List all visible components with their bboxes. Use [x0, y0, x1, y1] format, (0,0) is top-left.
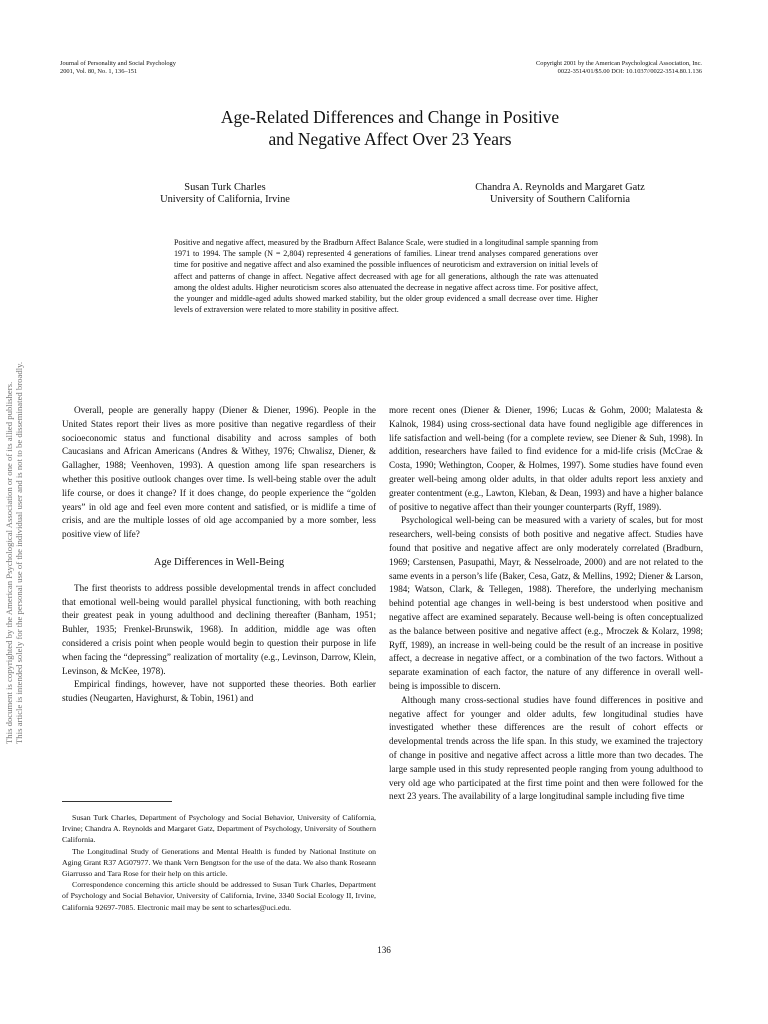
body-paragraph: Overall, people are generally happy (Diener & Diener, 1996). People in the United States report their lives as more positive than negative regardless of their socioeconomic status and functional disability and across samples of both Caucasians and African Americans (Andres & Withey, 1976; Chwalisz, Diener, & Gallagher, 1988; Veenhoven, 1993). A question among life span researchers is whether this positive outlook changes over time. Is well-being stable over the adult life course, or does it change? If it does change, do people experience the “golden years” in old age and feel even more content and satisfied, or is midlife a time of crisis, and are the multiple losses of old age accompanied by a more somber, less positive view of life? [62, 405, 376, 540]
body-paragraph: Although many cross-sectional studies have found differences in positive and negative affect for younger and older adults, few longitudinal studies have investigated whether these differences are the result of cohort effects or developmental trends across the life span. In this study, we examined the trajectory of change in positive and negative affect across a little more than two decades. The large sample used in this study represented people ranging from young adulthood to very old age who participated at the first time point and then were followed for the next 23 years. The availability of a large longitudinal sample including five time [389, 694, 703, 802]
copyright-notice [362, 60, 702, 76]
journal-citation [60, 60, 310, 76]
page-number: 136 [377, 945, 391, 955]
author-affiliation: University of California, Irvine [160, 194, 290, 205]
footnote-correspondence: Correspondence concerning this article should be addressed to Susan Turk Charles, Department of Psychology and Social Behavior, University of California, Irvine, 3340 Social Ecology II, Irvine, California 92697-7085. Electronic mail may be sent to scharles@uci.edu. [62, 880, 376, 912]
sidebar-line-1: This document is copyrighted by the American Psychological Association or one of its allied publishers. [4, 381, 14, 744]
journal-name: Journal of Personality and Social Psychology [60, 60, 176, 67]
author-name: Susan Turk Charles [184, 182, 266, 193]
section-heading: Age Differences in Well-Being [153, 556, 285, 568]
body-paragraph: Psychological well-being can be measured with a variety of scales, but for most researchers, well-being consists of both positive and negative affect. Studies have found that positive and negative affect are only moderately correlated (Bradburn, 1969; Carstensen, Pasupathi, Mayr, & Nesselroade, 2000) and are not related to the same events in a person’s life (Baker, Cesa, Gatz, & Mellins, 1992; Diener & Larson, 1984; Watson, Clark, & Tellegen, 1988). Therefore, the underlying mechanism behind potential age changes in well-being is best understood when positive and negative affect are examined separately. Because well-being is often conceptualized as the balance between positive and negative affect (e.g., Mroczek & Kolarz, 1998; Ryff, 1989), an increase in well-being could be the result of an increase in positive affect, a decrease in negative affect, or a combination of the two factors. Without a separate examination of each factor, the nature of any difference in overall well-being is impossible to discern. [389, 515, 703, 691]
journal-volume: 2001, Vol. 80, No. 1, 136–151 [60, 68, 138, 75]
article-title [80, 106, 700, 150]
footnote-funding: The Longitudinal Study of Generations and Mental Health is funded by National Institute on Aging Grant R37 AG07977. We thank Vern Bengtson for the use of the data. We also thank Roseann Giarrusso and Tara Rose for their help on this article. [62, 846, 376, 879]
author-name: Chandra A. Reynolds and Margaret Gatz [475, 182, 645, 193]
body-paragraph: more recent ones (Diener & Diener, 1996; Lucas & Gohm, 2000; Malatesta & Kalnok, 1984) using cross-sectional data have found negligible age differences in life satisfaction and well-being (for a complete review, see Diener & Suh, 1998). In addition, researchers have failed to find evidence for a mid-life crisis (McCrae & Costa, 1990; Wethington, Cooper, & Holmes, 1997). Some studies have found even greater well-being among older adults, in that older adults report less anxiety and greater contentment (e.g., Lawton, Kleban, & Dean, 1993) and have a higher balance of positive to negative affect than their younger counterparts (Ryff, 1989). [389, 405, 703, 512]
footnote-affiliations: Susan Turk Charles, Department of Psychology and Social Behavior, University of California, Irvine; Chandra A. Reynolds and Margaret Gatz, Department of Psychology, University of Southern California. [62, 813, 376, 845]
body-paragraph: The first theorists to address possible developmental trends in affect concluded that emotional well-being would parallel physical functioning, with both reaching their greatest peak in young adulthood and declining thereafter (Banham, 1951; Buhler, 1935; Frenkel-Brunswik, 1968). In addition, middle age was often considered a crisis point when people would begin to question their purpose in life when facing the “depressing” realization of mortality (e.g., Levinson, Darrow, Klein, Levinson, & McKee, 1978). [62, 582, 376, 676]
title-line-1: Age-Related Differences and Change in Positive [220, 107, 560, 127]
footnote-rule [62, 801, 172, 802]
author-block-2 [425, 182, 695, 206]
footnotes [62, 812, 376, 913]
left-column [62, 404, 376, 706]
author-block-1 [120, 182, 330, 206]
title-line-2: and Negative Affect Over 23 Years [268, 129, 512, 149]
sidebar-line-2: This article is intended solely for the personal use of the individual user and is not to be disseminated broadly. [14, 361, 24, 744]
abstract: Positive and negative affect, measured by the Bradburn Affect Balance Scale, were studied in a longitudinal sample spanning from 1971 to 1994. The sample (N = 2,804) represented 4 generations of families. Linear trend analyses compared generations over time for positive and negative affect and also examined the possible influences of neuroticism and extraversion on initial levels of affect and patterns of change in affect. Negative affect decreased with age for all generations, although the rate was attenuated among the oldest adults. Higher neuroticism scores also attenuated the decrease in negative affect across time. For positive affect, the younger and middle-aged adults showed marked stability, but the older group evidenced a small decrease over time. Higher levels of extraversion were related to more stability in positive affect. [174, 238, 598, 315]
right-column [389, 404, 703, 804]
doi-line: 0022-3514/01/$5.00 DOI: 10.1037//0022-3514.80.1.136 [557, 68, 702, 75]
copyright-line: Copyright 2001 by the American Psychological Association, Inc. [536, 60, 702, 67]
author-affiliation: University of Southern California [490, 194, 630, 205]
body-paragraph: Empirical findings, however, have not supported these theories. Both earlier studies (Neugarten, Havighurst, & Tobin, 1961) and [62, 679, 376, 704]
